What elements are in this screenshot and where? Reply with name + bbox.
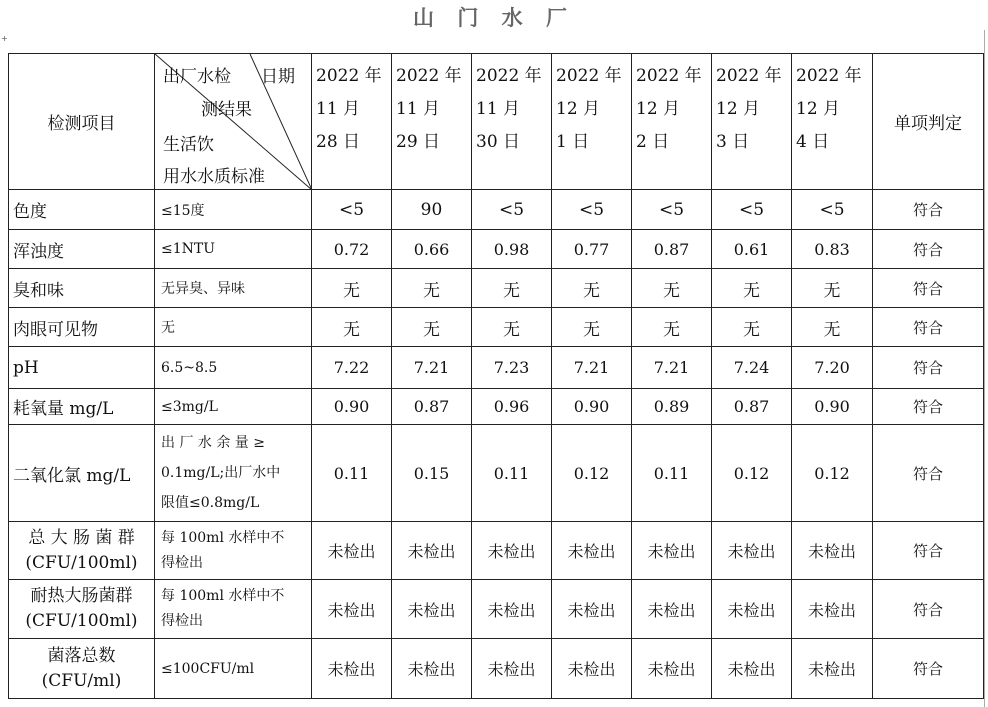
verdict-cell: 符合 <box>873 230 984 269</box>
value-cell: 0.89 <box>632 389 712 425</box>
value-cell: 0.90 <box>552 389 632 425</box>
row-standard: 6.5~8.5 <box>155 347 312 389</box>
value-cell: 0.11 <box>312 425 392 522</box>
row-item: 二氧化氯 mg/L <box>9 425 155 522</box>
table-row <box>9 230 984 269</box>
verdict-cell: 符合 <box>873 639 984 699</box>
value-cell: 无 <box>632 308 712 347</box>
row-item: 菌落总数 (CFU/ml) <box>9 639 155 699</box>
value-cell: 0.90 <box>792 389 873 425</box>
value-cell: 无 <box>552 308 632 347</box>
verdict-cell: 符合 <box>873 389 984 425</box>
verdict-cell: 符合 <box>873 347 984 389</box>
value-cell: 未检出 <box>792 522 873 580</box>
value-cell: 未检出 <box>472 522 552 580</box>
value-cell: 未检出 <box>552 522 632 580</box>
value-cell: 无 <box>792 308 873 347</box>
value-cell: 7.22 <box>312 347 392 389</box>
date-cell: 2022 年 12 月 4 日 <box>792 54 873 190</box>
header-verdict: 单项判定 <box>873 54 984 190</box>
value-cell: 0.87 <box>392 389 472 425</box>
table-row <box>9 389 984 425</box>
value-cell: 0.72 <box>312 230 392 269</box>
value-cell: 0.98 <box>472 230 552 269</box>
value-cell: 未检出 <box>712 580 792 639</box>
row-item: 浑浊度 <box>9 230 155 269</box>
value-cell: 0.11 <box>632 425 712 522</box>
row-item: 总 大 肠 菌 群 (CFU/100ml) <box>9 522 155 580</box>
value-cell: 7.20 <box>792 347 873 389</box>
value-cell: 7.23 <box>472 347 552 389</box>
value-cell: 无 <box>472 269 552 308</box>
value-cell: 未检出 <box>312 522 392 580</box>
table-row <box>9 190 984 230</box>
row-item: 臭和味 <box>9 269 155 308</box>
value-cell: 未检出 <box>712 522 792 580</box>
value-cell: <5 <box>472 190 552 230</box>
verdict-cell: 符合 <box>873 580 984 639</box>
value-cell: 0.77 <box>552 230 632 269</box>
diag-top-a: 出厂水检 <box>163 67 231 87</box>
table-row <box>9 639 984 699</box>
value-cell: 未检出 <box>392 522 472 580</box>
row-standard: ≤1NTU <box>155 230 312 269</box>
value-cell: 无 <box>792 269 873 308</box>
value-cell: 未检出 <box>312 580 392 639</box>
row-standard: 出 厂 水 余 量 ≥ 0.1mg/L;出厂水中 限值≤0.8mg/L <box>155 425 312 522</box>
value-cell: 0.96 <box>472 389 552 425</box>
value-cell: <5 <box>632 190 712 230</box>
value-cell: 未检出 <box>392 580 472 639</box>
row-standard: ≤100CFU/ml <box>155 639 312 699</box>
value-cell: 0.87 <box>632 230 712 269</box>
table-row <box>9 347 984 389</box>
header-diagonal-cell <box>155 54 312 190</box>
date-cell: 2022 年 12 月 2 日 <box>632 54 712 190</box>
row-item: 肉眼可见物 <box>9 308 155 347</box>
value-cell: 未检出 <box>472 580 552 639</box>
value-cell: 未检出 <box>792 580 873 639</box>
value-cell: 未检出 <box>632 580 712 639</box>
verdict-cell: 符合 <box>873 269 984 308</box>
value-cell: 未检出 <box>792 639 873 699</box>
value-cell: <5 <box>792 190 873 230</box>
table-row <box>9 522 984 580</box>
value-cell: 未检出 <box>712 639 792 699</box>
water-quality-table <box>8 53 984 699</box>
page-title: 山 门 水 厂 <box>413 6 575 30</box>
verdict-cell: 符合 <box>873 308 984 347</box>
date-cell: 2022 年 11 月 30 日 <box>472 54 552 190</box>
verdict-cell: 符合 <box>873 522 984 580</box>
value-cell: 90 <box>392 190 472 230</box>
value-cell: 0.12 <box>712 425 792 522</box>
date-cell: 2022 年 11 月 28 日 <box>312 54 392 190</box>
value-cell: 0.87 <box>712 389 792 425</box>
row-standard: ≤15度 <box>155 190 312 230</box>
row-item: pH <box>9 347 155 389</box>
table-row <box>9 425 984 522</box>
corner-mark: + <box>1 34 8 43</box>
value-cell: 未检出 <box>552 580 632 639</box>
table-row <box>9 269 984 308</box>
value-cell: 无 <box>392 269 472 308</box>
value-cell: 0.66 <box>392 230 472 269</box>
date-cell: 2022 年 12 月 1 日 <box>552 54 632 190</box>
value-cell: 未检出 <box>552 639 632 699</box>
value-cell: 未检出 <box>392 639 472 699</box>
value-cell: 无 <box>712 308 792 347</box>
value-cell: 0.11 <box>472 425 552 522</box>
row-standard: 每 100ml 水样中不 得检出 <box>155 522 312 580</box>
date-cell: 2022 年 11 月 29 日 <box>392 54 472 190</box>
diag-bot-a: 生活饮 <box>163 135 214 155</box>
verdict-cell: 符合 <box>873 425 984 522</box>
diag-top-b: 日期 <box>261 67 295 87</box>
value-cell: <5 <box>312 190 392 230</box>
row-standard: 每 100ml 水样中不 得检出 <box>155 580 312 639</box>
value-cell: 0.12 <box>552 425 632 522</box>
header-row <box>9 54 984 190</box>
row-standard: 无 <box>155 308 312 347</box>
value-cell: 无 <box>312 308 392 347</box>
value-cell: 无 <box>712 269 792 308</box>
value-cell: 7.21 <box>392 347 472 389</box>
value-cell: 0.15 <box>392 425 472 522</box>
value-cell: 未检出 <box>632 522 712 580</box>
value-cell: <5 <box>552 190 632 230</box>
table-row <box>9 580 984 639</box>
value-cell: 7.21 <box>552 347 632 389</box>
value-cell: 7.21 <box>632 347 712 389</box>
row-item: 色度 <box>9 190 155 230</box>
value-cell: <5 <box>712 190 792 230</box>
diag-mid: 测结果 <box>201 100 252 120</box>
value-cell: 0.12 <box>792 425 873 522</box>
value-cell: 未检出 <box>472 639 552 699</box>
header-item: 检测项目 <box>9 54 155 190</box>
value-cell: 无 <box>312 269 392 308</box>
margin-line <box>984 30 985 707</box>
verdict-cell: 符合 <box>873 190 984 230</box>
diag-bot-b: 用水水质标准 <box>163 167 265 187</box>
date-cell: 2022 年 12 月 3 日 <box>712 54 792 190</box>
value-cell: 0.83 <box>792 230 873 269</box>
value-cell: 无 <box>632 269 712 308</box>
value-cell: 0.90 <box>312 389 392 425</box>
row-item: 耐热大肠菌群 (CFU/100ml) <box>9 580 155 639</box>
table-row <box>9 308 984 347</box>
value-cell: 未检出 <box>632 639 712 699</box>
row-item: 耗氧量 mg/L <box>9 389 155 425</box>
value-cell: 未检出 <box>312 639 392 699</box>
value-cell: 无 <box>472 308 552 347</box>
value-cell: 0.61 <box>712 230 792 269</box>
row-standard: 无异臭、异味 <box>155 269 312 308</box>
value-cell: 7.24 <box>712 347 792 389</box>
row-standard: ≤3mg/L <box>155 389 312 425</box>
value-cell: 无 <box>552 269 632 308</box>
value-cell: 无 <box>392 308 472 347</box>
